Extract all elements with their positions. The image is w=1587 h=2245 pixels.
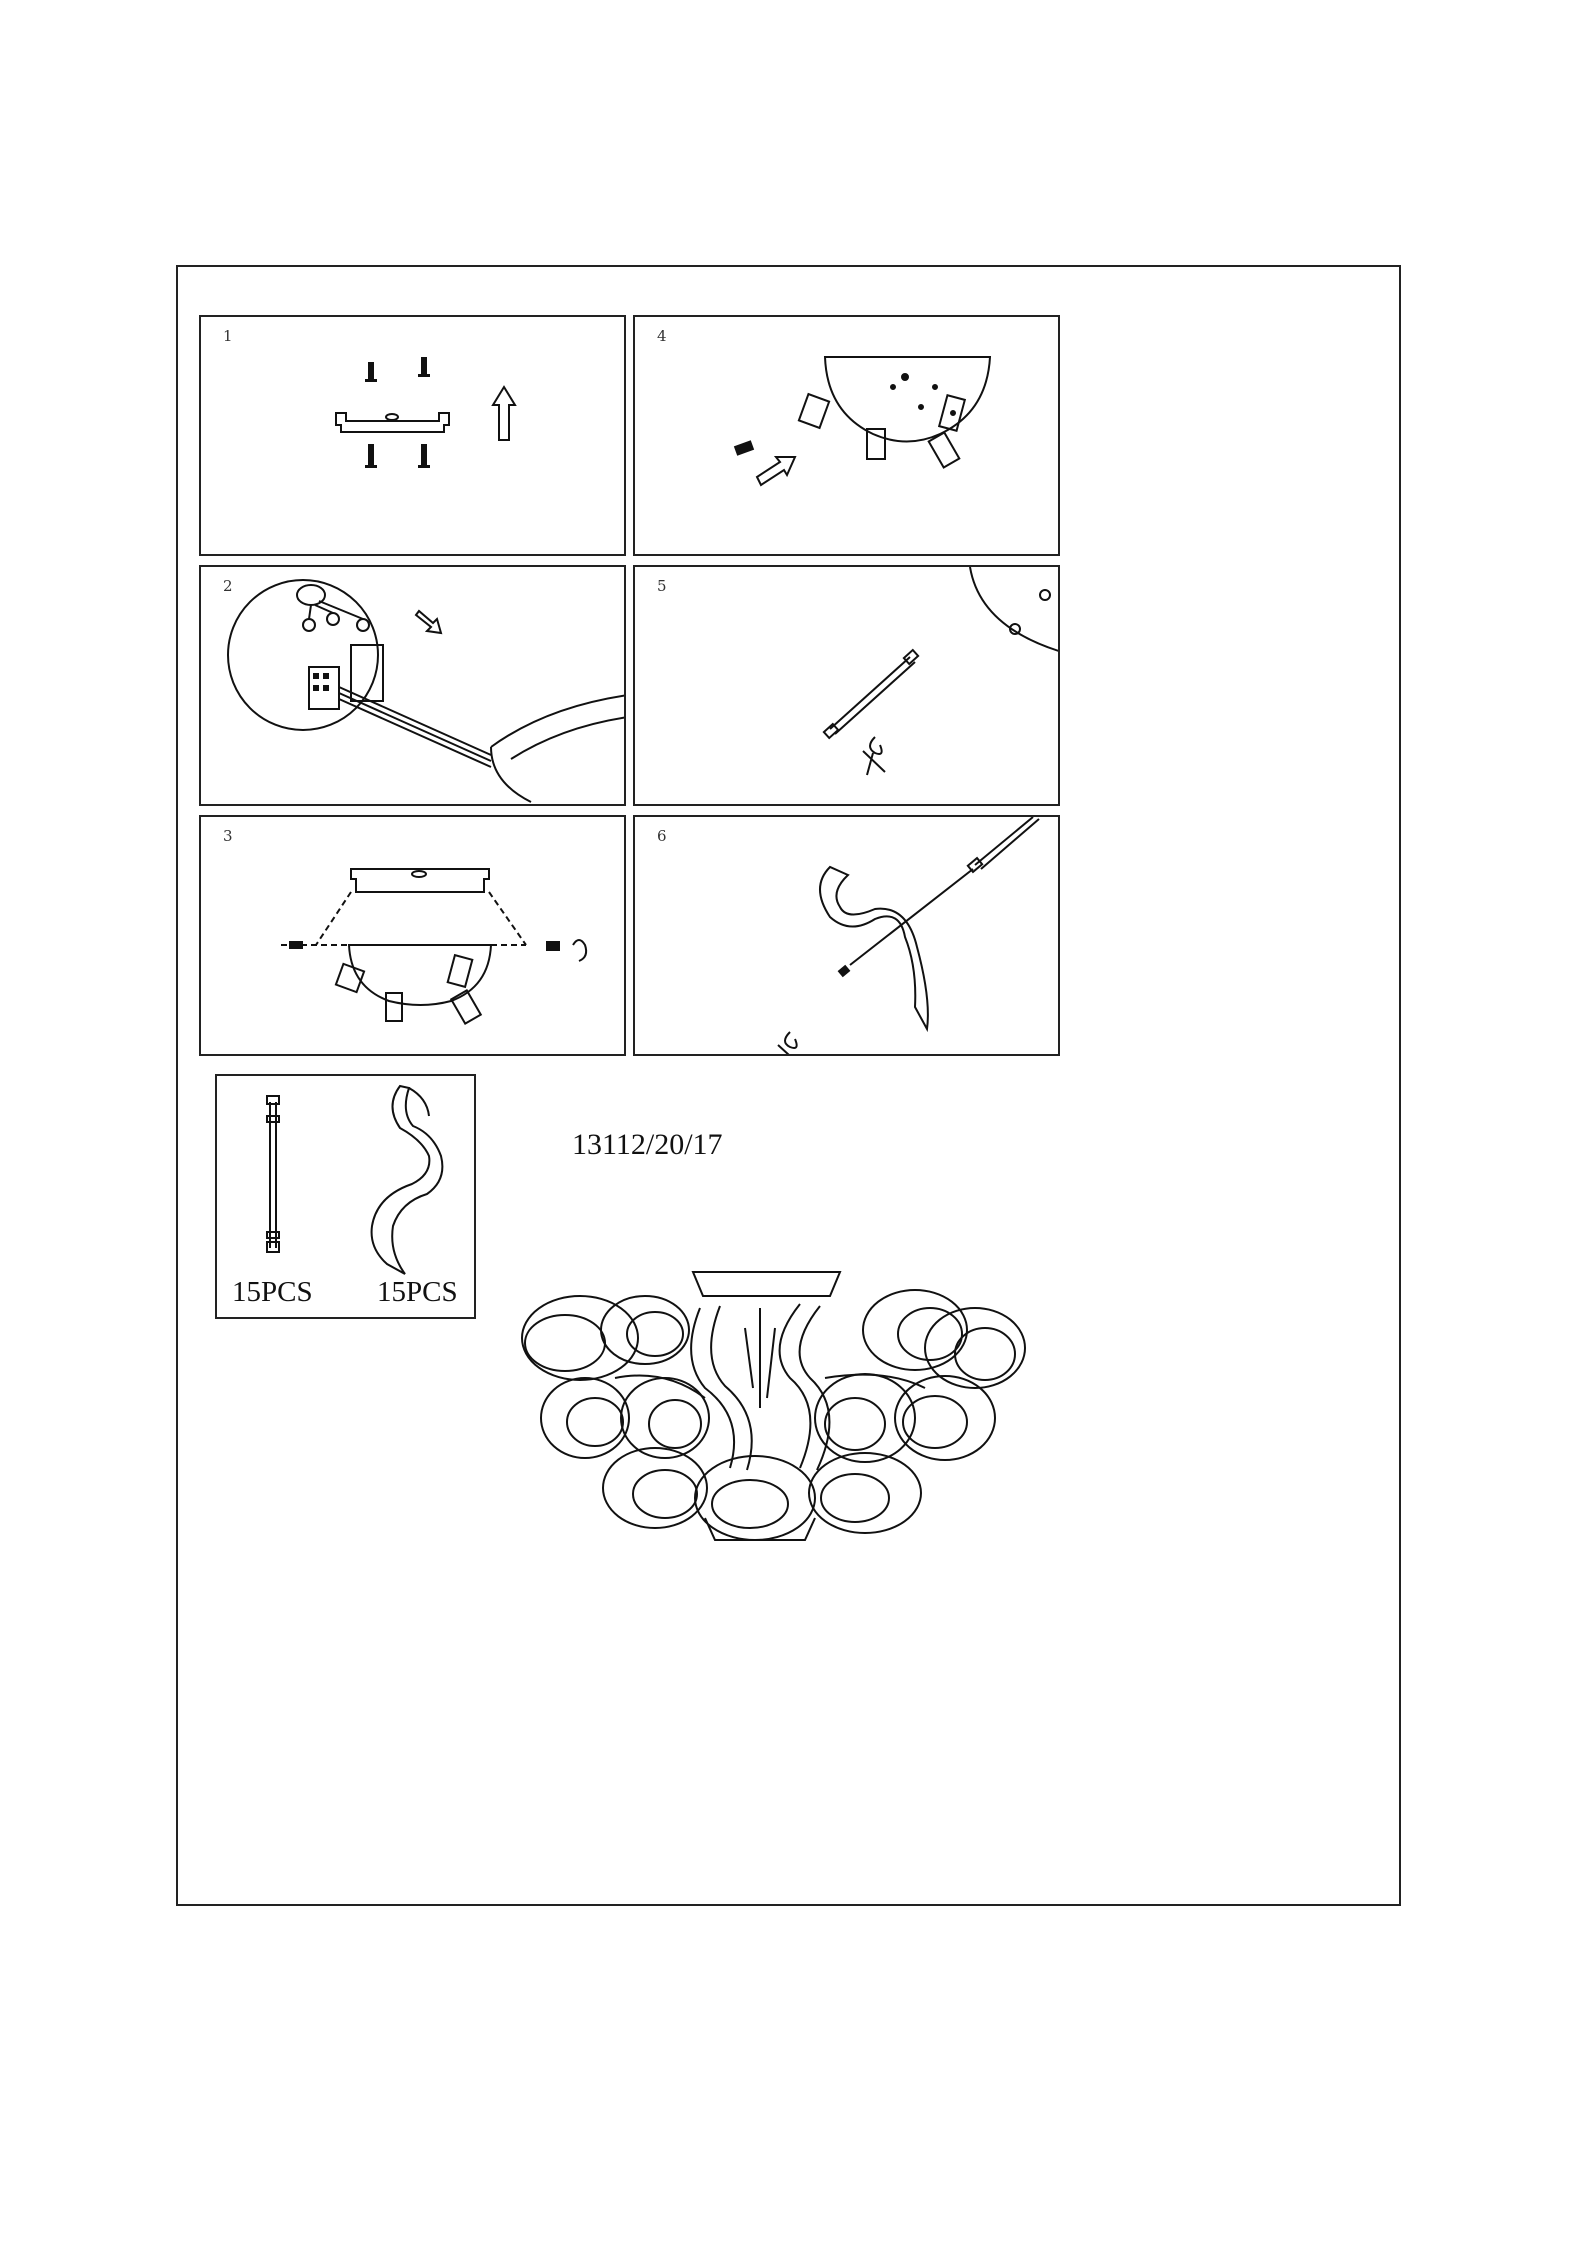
step-number: 5 xyxy=(657,577,667,595)
assembled-ceiling-light-illustration xyxy=(505,1268,1035,1548)
ribbon-icon xyxy=(372,1086,443,1274)
rod-quantity-label: 15PCS xyxy=(232,1276,313,1308)
rod-attachment-illustration xyxy=(635,567,1060,806)
step-4-panel xyxy=(633,315,1060,556)
model-number: 13112/20/17 xyxy=(572,1128,723,1161)
parts-list-box xyxy=(215,1074,476,1319)
step-5-panel xyxy=(633,565,1060,806)
step-2-panel xyxy=(199,565,626,806)
step-number: 3 xyxy=(223,827,233,845)
step-3-panel xyxy=(199,815,626,1056)
canopy-mounting-illustration xyxy=(201,817,626,1056)
step-number: 2 xyxy=(223,577,233,595)
step-6-panel xyxy=(633,815,1060,1056)
wiring-connection-illustration xyxy=(201,567,626,806)
rod-icon xyxy=(267,1096,279,1252)
canopy-socket-illustration xyxy=(635,317,1060,556)
ribbon-quantity-label: 15PCS xyxy=(377,1276,458,1308)
step-number: 4 xyxy=(657,327,667,345)
parts-illustration xyxy=(217,1076,474,1276)
step-number: 6 xyxy=(657,827,667,845)
step-number: 1 xyxy=(223,327,233,345)
mounting-bracket-screws-illustration xyxy=(201,317,626,556)
ribbon-attachment-illustration xyxy=(635,817,1060,1056)
step-1-panel xyxy=(199,315,626,556)
